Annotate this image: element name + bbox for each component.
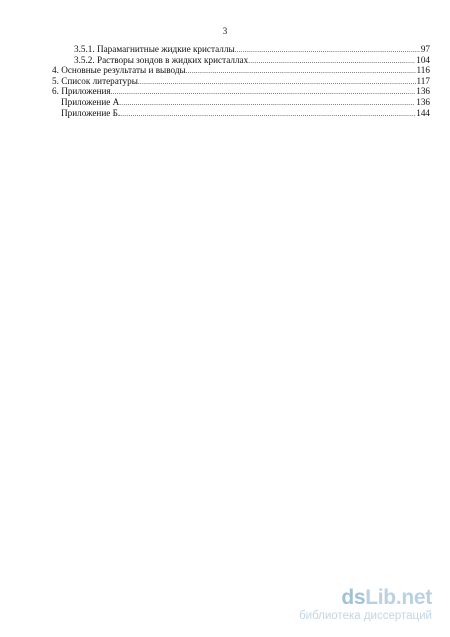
toc-dot-leader bbox=[120, 108, 415, 119]
toc-dot-leader bbox=[119, 97, 415, 108]
page-number: 3 bbox=[222, 26, 228, 36]
toc-entry-page: 97 bbox=[420, 44, 430, 54]
toc-entry-page: 144 bbox=[416, 107, 430, 118]
toc-dot-leader bbox=[186, 65, 416, 76]
dslib-logo bbox=[299, 587, 432, 609]
toc-entry-title: 3.5.2. Растворы зондов в жидких кристаллах bbox=[74, 54, 249, 65]
toc-entry-title: Приложение Б. bbox=[61, 107, 121, 118]
toc-entry-page: 104 bbox=[416, 54, 430, 65]
toc-entry[interactable] bbox=[52, 86, 430, 97]
table-of-contents bbox=[52, 44, 430, 118]
toc-entry[interactable] bbox=[52, 44, 430, 55]
toc-entry[interactable] bbox=[52, 108, 430, 119]
toc-entry-page: 117 bbox=[416, 75, 430, 86]
logo-net: net bbox=[401, 586, 432, 609]
logo-dot: . bbox=[395, 586, 402, 609]
toc-dot-leader bbox=[138, 76, 416, 87]
logo-ds: ds bbox=[341, 586, 366, 609]
toc-dot-leader bbox=[111, 86, 416, 97]
toc-entry[interactable] bbox=[52, 55, 430, 66]
toc-entry[interactable] bbox=[52, 65, 430, 76]
toc-entry[interactable] bbox=[52, 76, 430, 87]
toc-entry-title: 3.5.1. Парамагнитные жидкие кристаллы bbox=[74, 44, 235, 54]
toc-entry-title: 6. Приложения bbox=[52, 86, 111, 97]
toc-entry-title: Приложение А bbox=[61, 96, 120, 107]
dslib-watermark bbox=[299, 587, 432, 623]
toc-entry-page: 116 bbox=[416, 65, 430, 76]
toc-entry-title: 5. Список литературы bbox=[52, 75, 138, 86]
toc-dot-leader bbox=[235, 44, 420, 55]
toc-dot-leader bbox=[248, 55, 415, 66]
toc-entry-page: 136 bbox=[416, 96, 430, 107]
toc-entry[interactable] bbox=[52, 97, 430, 108]
toc-entry-page: 136 bbox=[416, 86, 430, 97]
logo-lib: Lib bbox=[365, 586, 396, 609]
watermark-caption: библиотека диссертаций bbox=[299, 610, 432, 622]
toc-entry-title: 4. Основные результаты и выводы bbox=[52, 65, 186, 76]
